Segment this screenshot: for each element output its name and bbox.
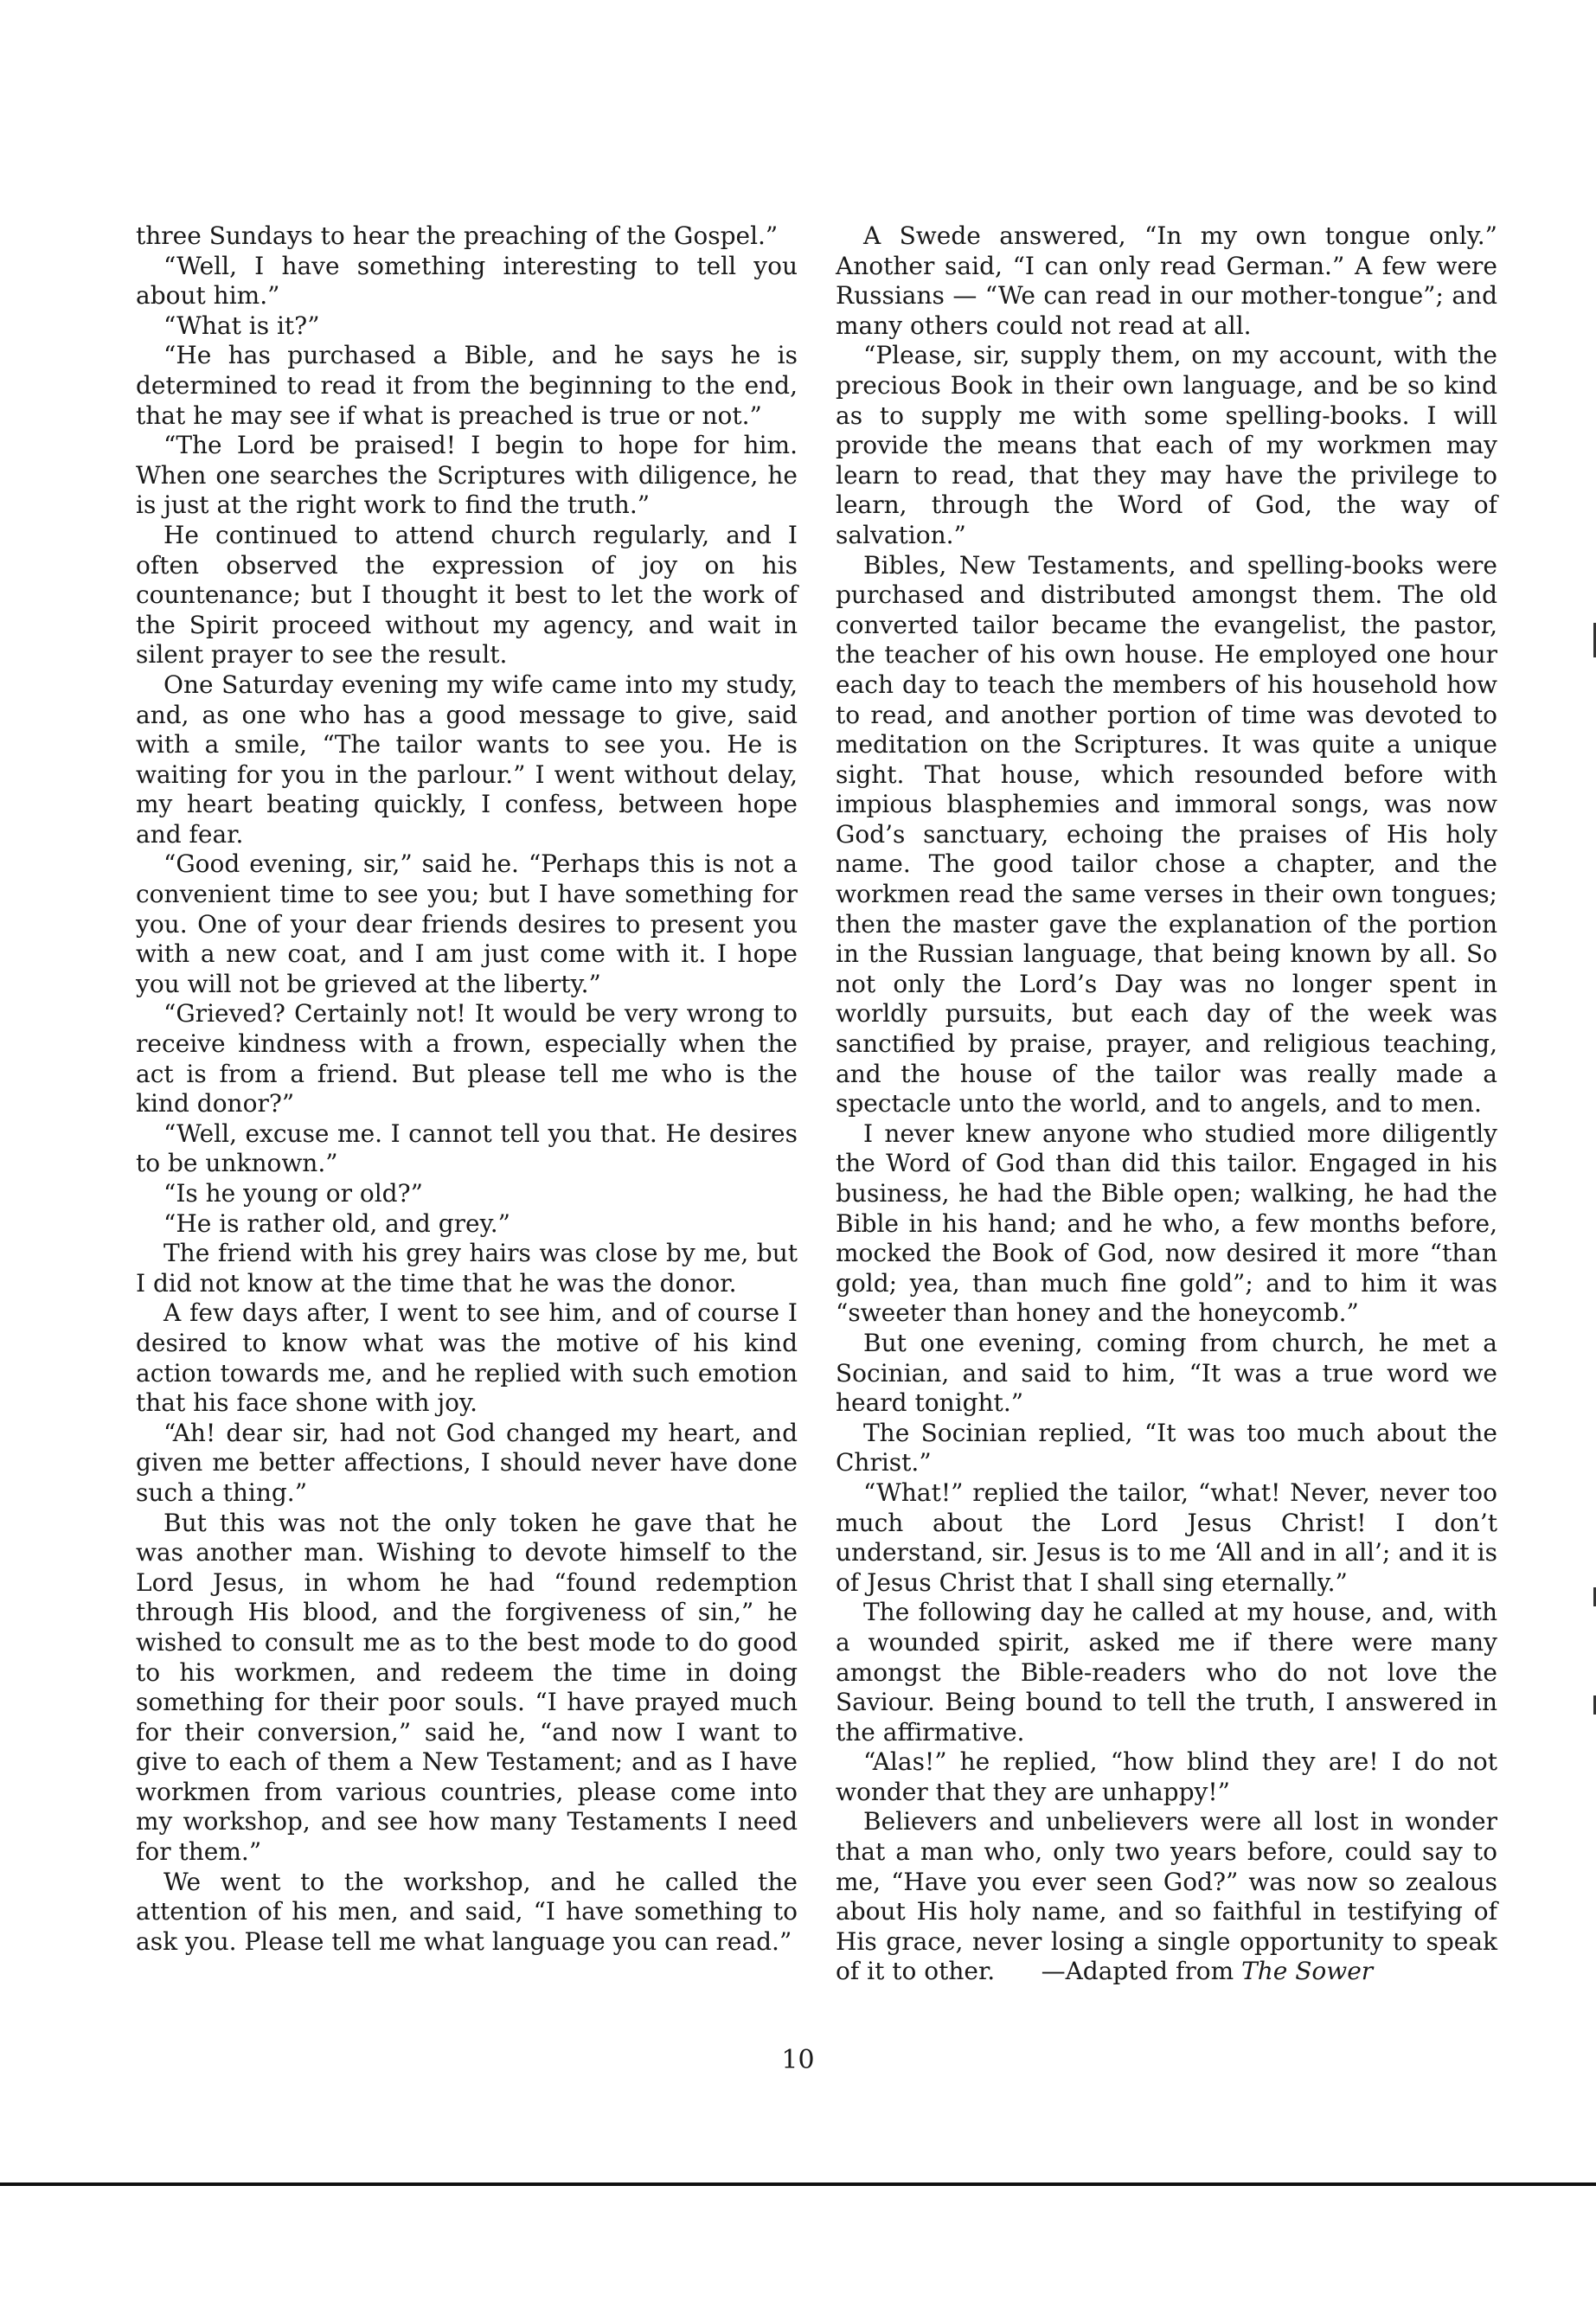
paragraph: A Swede answered, “In my own tongue only.” Another said, “I can only read German.” A few were Russians — “We can read in our mother-tongue”; and many others could not read at all. bbox=[836, 221, 1497, 340]
paragraph: The friend with his grey hairs was close by me, but I did not know at the time that he was the donor. bbox=[136, 1239, 798, 1298]
paragraph: I never knew anyone who studied more diligently the Word of God than did this tailor. Engaged in his business, he had the Bible open; walking, he had the Bible in his hand; and he who, a few months before, mocked the Book of God, now desired it more “than gold; yea, than much fine gold”; and to him it was “sweeter than honey and the honeycomb.” bbox=[836, 1118, 1497, 1328]
paragraph: We went to the workshop, and he called the attention of his men, and said, “I have something to ask you. Please tell me what language you can read.” bbox=[136, 1867, 798, 1956]
paragraph: “Ah! dear sir, had not God changed my heart, and given me better affections, I should never have done such a thing.” bbox=[136, 1418, 798, 1507]
final-paragraph-text: Believers and unbelievers were all lost in wonder that a man who, only two years before, could say to me, “Have you ever seen God?” was now so zealous about His holy name, and so faithful in testifying of His grace, never losing a single opportunity to speak of it to other. bbox=[836, 1807, 1497, 1986]
bottom-rule-divider bbox=[0, 2182, 1596, 2186]
paragraph: “Grieved? Certainly not! It would be very wrong to receive kindness with a frown, especially when the act is from a friend. But please tell me who is the kind donor?” bbox=[136, 999, 798, 1118]
attribution-source-title: The Sower bbox=[1241, 1957, 1374, 1986]
paragraph: A few days after, I went to see him, and of course I desired to know what was the motive of his kind action towards me, and he replied with such emotion that his face shone with joy. bbox=[136, 1298, 798, 1418]
paragraph: three Sundays to hear the preaching of the Gospel.” bbox=[136, 221, 779, 250]
paragraph: “Well, excuse me. I cannot tell you that. He desires to be unknown.” bbox=[136, 1118, 798, 1178]
paragraph: The following day he called at my house, and, with a wounded spirit, asked me if there were many amongst the Bible-readers who do not love the Saviour. Being bound to tell the truth, I answered in the affirmative. bbox=[836, 1598, 1497, 1747]
paragraph: The Socinian replied, “It was too much about the Christ.” bbox=[836, 1418, 1497, 1477]
paragraph: “Please, sir, supply them, on my account, with the precious Book in their own language, and be so kind as to supply me with some spelling-books. I will provide the means that each of my workmen may learn to read, that they may have the privilege to learn, through the Word of God, the way of salvation.” bbox=[836, 341, 1497, 549]
paragraph: “He has purchased a Bible, and he says he is determined to read it from the beginning to the end, that he may see if what is preached is true or not.” bbox=[136, 341, 798, 430]
page-number: 10 bbox=[781, 2045, 815, 2075]
left-text-column bbox=[136, 221, 798, 1957]
paragraph: But this was not the only token he gave that he was another man. Wishing to devote himself to the Lord Jesus, in whom he had “found redemption through His blood, and the forgiveness of sin,” he wished to consult me as to the best mode to do good to his workmen, and redeem the time in doing something for their poor souls. “I have prayed much for their conversion,” said he, “and now I want to give to each of them a New Testament; and as I have workmen from various countries, please come into my workshop, and see how many Testaments I need for them.” bbox=[136, 1508, 798, 1867]
paragraph: “Good evening, sir,” said he. “Perhaps this is not a convenient time to see you; but I have something for you. One of your dear friends desires to present you with a new coat, and I am just come with it. I hope you will not be grieved at the liberty.” bbox=[136, 849, 798, 998]
paragraph: “Well, I have something interesting to tell you about him.” bbox=[136, 251, 798, 311]
paragraph: “The Lord be praised! I begin to hope for him. When one searches the Scriptures with diligence, he is just at the right work to find the truth.” bbox=[136, 431, 798, 520]
paragraph: “What!” replied the tailor, “what! Never, never too much about the Lord Jesus Christ! I don’t understand, sir. Jesus is to me ‘All and in all’; and it is of Jesus Christ that I shall sing eternally.” bbox=[836, 1477, 1497, 1597]
paragraph: “Is he young or old?” bbox=[163, 1179, 423, 1208]
paragraph: One Saturday evening my wife came into my study, and, as one who has a good message to give, said with a smile, “The tailor wants to see you. He is waiting for you in the parlour.” I went without delay, my heart beating quickly, I confess, between hope and fear. bbox=[136, 670, 798, 849]
right-text-column bbox=[836, 221, 1497, 1987]
paragraph: “Alas!” he replied, “how blind they are! I do not wonder that they are unhappy!” bbox=[836, 1747, 1497, 1806]
paragraph: “What is it?” bbox=[163, 311, 320, 340]
paragraph: “He is rather old, and grey.” bbox=[163, 1208, 510, 1238]
paragraph: Bibles, New Testaments, and spelling-books were purchased and distributed amongst them. The old converted tailor became the evangelist, the pastor, the teacher of his own house. He employed one hour each day to teach the members of his household how to read, and another portion of time was devoted to meditation on the Scriptures. It was quite a unique sight. That house, which resounded before with impious blasphemies and immoral songs, was now God’s sanctuary, echoing the praises of His holy name. The good tailor chose a chapter, and the workmen read the same verses in their own tongues; then the master gave the explanation of the portion in the Russian language, that being known by all. So not only the Lord’s Day was no longer spent in worldly pursuits, but each day of the week was sanctified by praise, prayer, and religious teaching, and the house of the tailor was really made a spectacle unto the world, and to angels, and to men. bbox=[836, 550, 1497, 1118]
paragraph: But one evening, coming from church, he met a Socinian, and said to him, “It was a true word we heard tonight.” bbox=[836, 1328, 1497, 1418]
final-paragraph bbox=[836, 1807, 1497, 1987]
paragraph: He continued to attend church regularly, and I often observed the expression of joy on his countenance; but I thought it best to let the work of the Spirit proceed without my agency, and wait in silent prayer to see the result. bbox=[136, 520, 798, 670]
attribution-prefix: —Adapted from bbox=[1041, 1957, 1242, 1986]
